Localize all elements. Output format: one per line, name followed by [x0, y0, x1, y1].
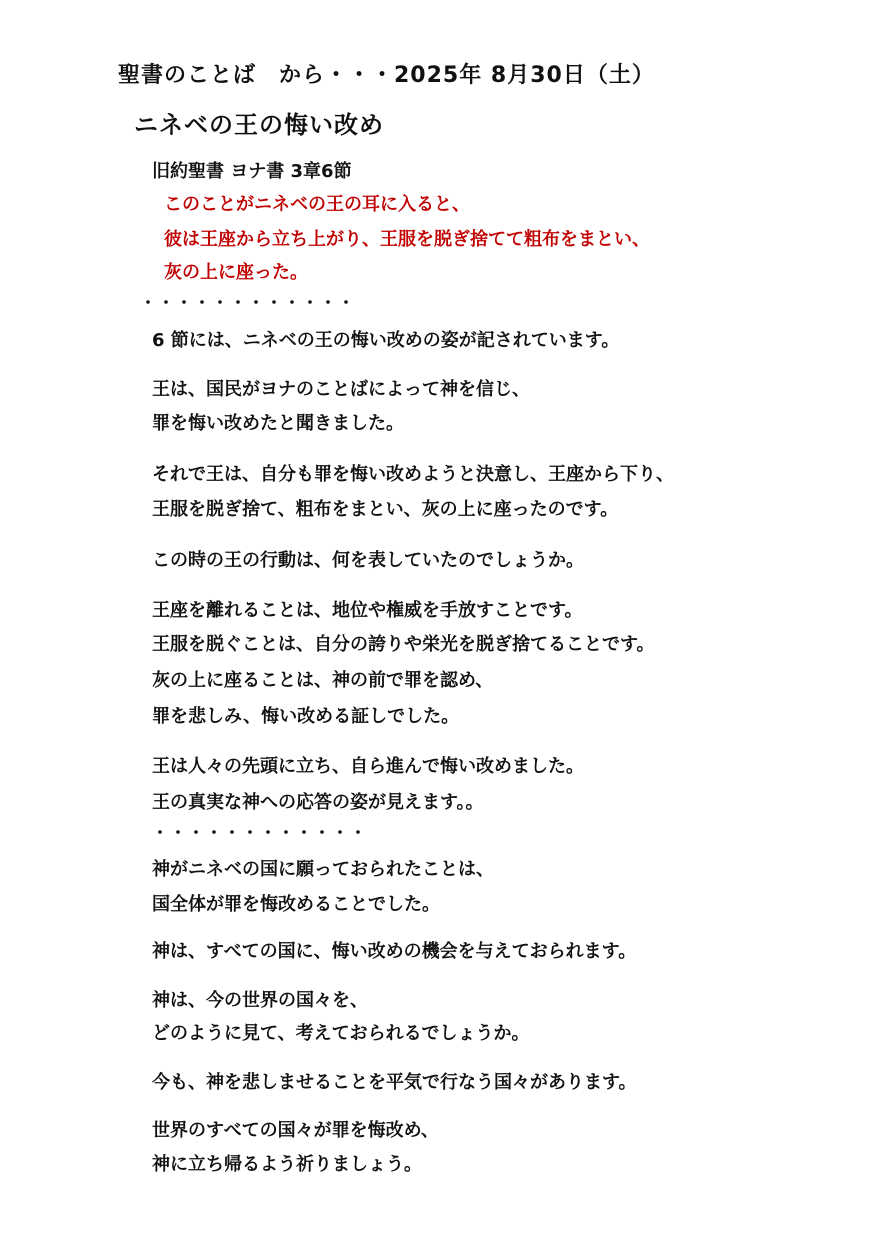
body-line: この時の王の行動は、何を表していたのでしょうか。 [152, 550, 584, 571]
separator-dots: ・・・・・・・・・・・・ [152, 823, 369, 842]
body-line: 神がニネベの国に願っておられたことは、 [152, 859, 494, 880]
body-line: 王は人々の先頭に立ち、自ら進んで悔い改めました。 [152, 756, 584, 777]
body-line: 罪を悲しみ、悔い改める証しでした。 [152, 706, 460, 727]
body-line: 国全体が罪を悔改めることでした。 [152, 894, 440, 915]
body-line: 王は、国民がヨナのことばによって神を信じ、 [152, 379, 530, 400]
page-header: 聖書のことば から・・・2025年 8月30日（土） [118, 63, 655, 88]
body-line: 灰の上に座ることは、神の前で罪を認め、 [152, 670, 494, 691]
body-line: 6 節には、ニネベの王の悔い改めの姿が記されています。 [152, 330, 620, 351]
body-line: 神に立ち帰るよう祈りましょう。 [152, 1154, 422, 1175]
body-line: 王座を離れることは、地位や権威を手放すことです。 [152, 600, 583, 621]
body-line: どのように見て、考えておられるでしょうか。 [152, 1023, 530, 1044]
body-line: 王服を脱ぐことは、自分の誇りや栄光を脱ぎ捨てることです。 [152, 634, 655, 655]
verse-line: このことがニネベの王の耳に入ると、 [164, 194, 470, 215]
body-line: 神は、すべての国に、悔い改めの機会を与えておられます。 [152, 941, 637, 962]
page-title: ニネベの王の悔い改め [134, 111, 384, 139]
body-line: それで王は、自分も罪を悔い改めようと決意し、王座から下り、 [152, 464, 674, 485]
body-line: 神は、今の世界の国々を、 [152, 990, 368, 1011]
body-line: 世界のすべての国々が罪を悔改め、 [152, 1120, 439, 1141]
verse-line: 彼は王座から立ち上がり、王服を脱ぎ捨てて粗布をまとい、 [164, 229, 650, 250]
verse-line: 灰の上に座った。 [164, 262, 308, 283]
scripture-reference: 旧約聖書 ヨナ書 3章6節 [152, 161, 352, 182]
body-line: 罪を悔い改めたと聞きました。 [152, 413, 404, 434]
body-line: 王服を脱ぎ捨て、粗布をまとい、灰の上に座ったのです。 [152, 499, 619, 520]
body-line: 王の真実な神への応答の姿が見えます。。 [152, 792, 484, 813]
body-line: 今も、神を悲しませることを平気で行なう国々があります。 [152, 1072, 637, 1093]
separator-dots: ・・・・・・・・・・・・ [140, 293, 357, 312]
